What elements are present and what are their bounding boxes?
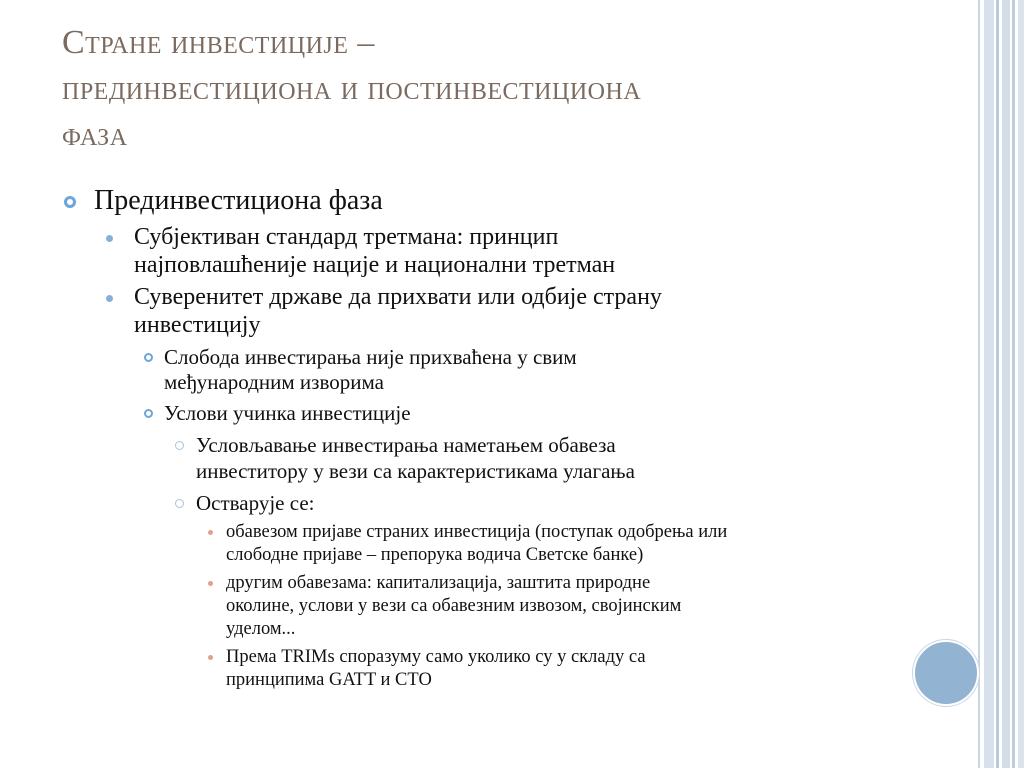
- bullet-text-line: Према TRIMs споразуму само уколико су у складу са: [226, 647, 646, 667]
- dot-bullet-icon: [208, 581, 213, 586]
- bullet-text-line: Слобода инвестирања није прихваћена у свим: [164, 345, 577, 369]
- ring-bullet-icon: [64, 196, 76, 208]
- decorative-stripe: [1018, 0, 1024, 768]
- bullet-text: Остварује се:: [196, 491, 315, 515]
- bullet-text: Услови учинка инвестиције: [164, 401, 411, 425]
- bullet-item-level-5: [206, 646, 912, 692]
- bullet-text-line: уделом...: [226, 619, 296, 639]
- bullet-item-level-1: [62, 183, 912, 219]
- decorative-stripe: [978, 0, 980, 768]
- dot-bullet-icon: [106, 295, 113, 302]
- dot-bullet-icon: [208, 655, 213, 660]
- bullet-text-line: обавезом пријаве страних инвестиција (поступак одобрења или: [226, 522, 728, 542]
- decorative-stripe: [984, 0, 994, 768]
- bullet-item-level-2: [104, 283, 912, 339]
- title-line: прединвестициона и постинвестициона: [62, 70, 642, 107]
- bullet-item-level-2: [104, 223, 912, 279]
- dot-bullet-icon: [208, 530, 213, 535]
- decorative-circle: [913, 640, 979, 706]
- bullet-text-line: инвеститору у вези са карактеристикама улагања: [196, 459, 635, 483]
- bullet-text-line: међународним изворима: [164, 370, 384, 394]
- dot-bullet-icon: [106, 235, 113, 242]
- bullet-text-line: принципима GATT и СТО: [226, 670, 432, 690]
- bullet-text-line: околине, услови у вези са обавезним извозом, својинским: [226, 596, 682, 616]
- bullet-item-level-5: [206, 572, 912, 641]
- bullet-text: Прединвестициона фаза: [94, 185, 383, 216]
- title-line: фаза: [62, 116, 128, 153]
- ring-bullet-icon: [144, 353, 153, 362]
- bullet-text-line: најповлашћеније нације и национални третман: [134, 252, 616, 278]
- decorative-stripe: [1012, 0, 1015, 768]
- bullet-text-line: Условљавање инвестирања наметањем обавеза: [196, 433, 616, 457]
- title-line: Стране инвестиције –: [62, 24, 375, 61]
- bullet-item-level-4: [174, 490, 912, 516]
- bullet-text-line: Суверенитет државе да прихвати или одбије страну: [134, 284, 662, 310]
- bullet-text-line: другим обавезама: капитализација, заштита природне: [226, 573, 651, 593]
- slide-content: [62, 183, 912, 692]
- bullet-text-line: Субјективан стандард третмана: принцип: [134, 224, 559, 250]
- slide-title: [62, 20, 942, 158]
- bullet-item-level-4: [174, 432, 912, 484]
- decorative-stripe: [996, 0, 999, 768]
- ring-bullet-icon: [175, 441, 184, 450]
- bullet-text-line: слободне пријаве – препорука водича Светске банке): [226, 545, 644, 565]
- bullet-item-level-5: [206, 521, 912, 567]
- ring-bullet-icon: [144, 409, 153, 418]
- bullet-item-level-3: [142, 401, 912, 426]
- bullet-item-level-3: [142, 345, 912, 395]
- ring-bullet-icon: [175, 499, 184, 508]
- bullet-text-line: инвестицију: [134, 312, 261, 338]
- decorative-stripe: [1002, 0, 1010, 768]
